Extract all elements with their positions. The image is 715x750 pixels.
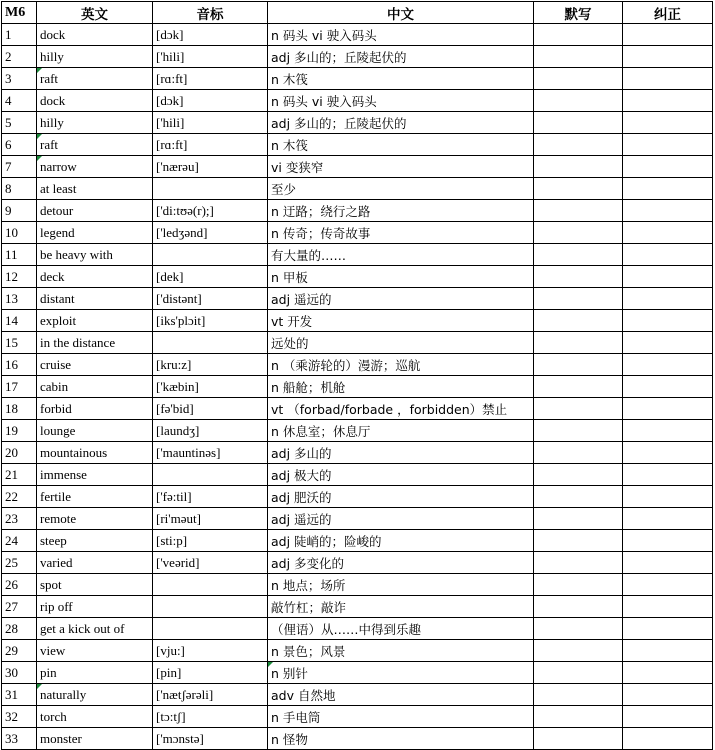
- table-row: [2, 310, 713, 332]
- chinese-cell[interactable]: n 木筏: [268, 134, 534, 156]
- table-row: [2, 552, 713, 574]
- chinese-cell[interactable]: adj 遥远的: [268, 508, 534, 530]
- english-cell[interactable]: forbid: [37, 398, 153, 420]
- english-cell[interactable]: lounge: [37, 420, 153, 442]
- vocabulary-table: [1, 1, 713, 750]
- phonetic-cell[interactable]: [dɔk]: [153, 24, 268, 46]
- dictation-cell[interactable]: [534, 288, 623, 310]
- dictation-cell[interactable]: [534, 552, 623, 574]
- phonetic-cell[interactable]: [153, 574, 268, 596]
- english-cell[interactable]: get a kick out of: [37, 618, 153, 640]
- phonetic-cell[interactable]: ['mauntinəs]: [153, 442, 268, 464]
- chinese-cell[interactable]: adj 多山的；丘陵起伏的: [268, 46, 534, 68]
- english-cell[interactable]: mountainous: [37, 442, 153, 464]
- dictation-cell[interactable]: [534, 244, 623, 266]
- phonetic-cell[interactable]: [pin]: [153, 662, 268, 684]
- table-row: [2, 640, 713, 662]
- dictation-cell[interactable]: [534, 310, 623, 332]
- dictation-cell[interactable]: [534, 662, 623, 684]
- english-cell[interactable]: cruise: [37, 354, 153, 376]
- dictation-cell[interactable]: [534, 112, 623, 134]
- english-cell[interactable]: naturally: [37, 684, 153, 706]
- chinese-cell[interactable]: adj 多山的；丘陵起伏的: [268, 112, 534, 134]
- correction-cell[interactable]: [623, 728, 713, 750]
- chinese-cell[interactable]: adv 自然地: [268, 684, 534, 706]
- phonetic-cell[interactable]: [kru:z]: [153, 354, 268, 376]
- phonetic-cell[interactable]: [153, 178, 268, 200]
- english-cell[interactable]: detour: [37, 200, 153, 222]
- table-row: [2, 332, 713, 354]
- english-cell[interactable]: dock: [37, 90, 153, 112]
- row-number-cell[interactable]: 17: [2, 376, 37, 398]
- chinese-cell[interactable]: n （乘游轮的）漫游；巡航: [268, 354, 534, 376]
- phonetic-cell[interactable]: [ri'məut]: [153, 508, 268, 530]
- phonetic-cell[interactable]: [fə'bid]: [153, 398, 268, 420]
- table-row: [2, 156, 713, 178]
- correction-cell[interactable]: [623, 244, 713, 266]
- table-row: [2, 266, 713, 288]
- phonetic-cell[interactable]: [rɑ:ft]: [153, 134, 268, 156]
- dictation-cell[interactable]: [534, 332, 623, 354]
- phonetic-cell[interactable]: [sti:p]: [153, 530, 268, 552]
- row-number-cell[interactable]: 12: [2, 266, 37, 288]
- chinese-cell[interactable]: adj 肥沃的: [268, 486, 534, 508]
- chinese-cell[interactable]: n 甲板: [268, 266, 534, 288]
- table-row: [2, 398, 713, 420]
- phonetic-cell[interactable]: [dɔk]: [153, 90, 268, 112]
- row-number-cell[interactable]: 29: [2, 640, 37, 662]
- correction-cell[interactable]: [623, 618, 713, 640]
- dictation-cell[interactable]: [534, 90, 623, 112]
- dictation-cell[interactable]: [534, 420, 623, 442]
- row-number-cell[interactable]: 33: [2, 728, 37, 750]
- table-row: [2, 244, 713, 266]
- chinese-cell[interactable]: 有大量的……: [268, 244, 534, 266]
- table-row: [2, 684, 713, 706]
- table-row: [2, 728, 713, 750]
- table-row: [2, 706, 713, 728]
- dictation-cell[interactable]: [534, 266, 623, 288]
- english-cell[interactable]: steep: [37, 530, 153, 552]
- header-row: [2, 2, 713, 24]
- chinese-cell[interactable]: adj 多山的: [268, 442, 534, 464]
- dictation-cell[interactable]: [534, 222, 623, 244]
- phonetic-cell[interactable]: [153, 244, 268, 266]
- correction-cell[interactable]: [623, 24, 713, 46]
- dictation-cell[interactable]: [534, 486, 623, 508]
- dictation-cell[interactable]: [534, 68, 623, 90]
- dictation-cell[interactable]: [534, 508, 623, 530]
- correction-cell[interactable]: [623, 508, 713, 530]
- chinese-cell[interactable]: n 手电筒: [268, 706, 534, 728]
- row-number-cell[interactable]: 6: [2, 134, 37, 156]
- row-number-cell[interactable]: 16: [2, 354, 37, 376]
- row-number-cell[interactable]: 14: [2, 310, 37, 332]
- correction-cell[interactable]: [623, 464, 713, 486]
- phonetic-cell[interactable]: ['distənt]: [153, 288, 268, 310]
- corner-header[interactable]: M6: [2, 2, 37, 24]
- row-number-cell[interactable]: 4: [2, 90, 37, 112]
- dictation-cell[interactable]: [534, 684, 623, 706]
- dictation-cell[interactable]: [534, 24, 623, 46]
- dictation-cell[interactable]: [534, 200, 623, 222]
- chinese-cell[interactable]: n 怪物: [268, 728, 534, 750]
- chinese-cell[interactable]: n 木筏: [268, 68, 534, 90]
- table-row: [2, 662, 713, 684]
- phonetic-cell[interactable]: ['nætʃərəli]: [153, 684, 268, 706]
- phonetic-cell[interactable]: ['veərid]: [153, 552, 268, 574]
- phonetic-cell[interactable]: [153, 464, 268, 486]
- correction-cell[interactable]: [623, 596, 713, 618]
- row-number-cell[interactable]: 26: [2, 574, 37, 596]
- chinese-cell[interactable]: n 传奇；传奇故事: [268, 222, 534, 244]
- table-body: [2, 24, 713, 750]
- chinese-cell[interactable]: n 地点；场所: [268, 574, 534, 596]
- chinese-cell[interactable]: n 船舱；机舱: [268, 376, 534, 398]
- correction-cell[interactable]: [623, 706, 713, 728]
- chinese-cell[interactable]: n 休息室；休息厅: [268, 420, 534, 442]
- table-row: [2, 222, 713, 244]
- dictation-cell[interactable]: [534, 574, 623, 596]
- correction-cell[interactable]: [623, 222, 713, 244]
- row-number-cell[interactable]: 2: [2, 46, 37, 68]
- row-number-cell[interactable]: 11: [2, 244, 37, 266]
- chinese-cell[interactable]: vi 变狭窄: [268, 156, 534, 178]
- english-cell[interactable]: pin: [37, 662, 153, 684]
- english-cell[interactable]: dock: [37, 24, 153, 46]
- chinese-cell[interactable]: 远处的: [268, 332, 534, 354]
- english-cell[interactable]: monster: [37, 728, 153, 750]
- correction-cell[interactable]: [623, 200, 713, 222]
- table-row: [2, 508, 713, 530]
- correction-cell[interactable]: [623, 442, 713, 464]
- row-number-cell[interactable]: 20: [2, 442, 37, 464]
- correction-header[interactable]: 纠正: [623, 2, 713, 24]
- row-number-cell[interactable]: 5: [2, 112, 37, 134]
- phonetic-cell[interactable]: [vju:]: [153, 640, 268, 662]
- correction-cell[interactable]: [623, 310, 713, 332]
- dictation-cell[interactable]: [534, 596, 623, 618]
- chinese-cell[interactable]: 敲竹杠；敲诈: [268, 596, 534, 618]
- row-number-cell[interactable]: 7: [2, 156, 37, 178]
- row-number-cell[interactable]: 1: [2, 24, 37, 46]
- row-number-cell[interactable]: 8: [2, 178, 37, 200]
- correction-cell[interactable]: [623, 332, 713, 354]
- english-cell[interactable]: at least: [37, 178, 153, 200]
- table-row: [2, 354, 713, 376]
- correction-cell[interactable]: [623, 266, 713, 288]
- english-cell[interactable]: immense: [37, 464, 153, 486]
- phonetic-cell[interactable]: [dek]: [153, 266, 268, 288]
- correction-cell[interactable]: [623, 684, 713, 706]
- table-row: [2, 112, 713, 134]
- english-cell[interactable]: hilly: [37, 112, 153, 134]
- table-row: [2, 178, 713, 200]
- phonetic-cell[interactable]: [153, 332, 268, 354]
- correction-cell[interactable]: [623, 574, 713, 596]
- dictation-cell[interactable]: [534, 706, 623, 728]
- correction-cell[interactable]: [623, 640, 713, 662]
- dictation-cell[interactable]: [534, 46, 623, 68]
- english-cell[interactable]: cabin: [37, 376, 153, 398]
- table-row: [2, 486, 713, 508]
- row-number-cell[interactable]: 25: [2, 552, 37, 574]
- dictation-cell[interactable]: [534, 156, 623, 178]
- english-cell[interactable]: view: [37, 640, 153, 662]
- table-row: [2, 442, 713, 464]
- correction-cell[interactable]: [623, 530, 713, 552]
- correction-cell[interactable]: [623, 420, 713, 442]
- dictation-cell[interactable]: [534, 464, 623, 486]
- chinese-cell[interactable]: （俚语）从……中得到乐趣: [268, 618, 534, 640]
- correction-cell[interactable]: [623, 46, 713, 68]
- chinese-cell[interactable]: n 码头 vi 驶入码头: [268, 24, 534, 46]
- english-cell[interactable]: spot: [37, 574, 153, 596]
- correction-cell[interactable]: [623, 662, 713, 684]
- phonetic-cell[interactable]: ['kæbin]: [153, 376, 268, 398]
- correction-cell[interactable]: [623, 354, 713, 376]
- english-cell[interactable]: raft: [37, 134, 153, 156]
- chinese-cell[interactable]: adj 极大的: [268, 464, 534, 486]
- chinese-cell[interactable]: vt （forbad/forbade ，forbidden）禁止: [268, 398, 534, 420]
- row-number-cell[interactable]: 28: [2, 618, 37, 640]
- row-number-cell[interactable]: 9: [2, 200, 37, 222]
- phonetic-cell[interactable]: [tɔ:tʃ]: [153, 706, 268, 728]
- correction-cell[interactable]: [623, 178, 713, 200]
- phonetic-header[interactable]: 音标: [153, 2, 268, 24]
- english-cell[interactable]: in the distance: [37, 332, 153, 354]
- chinese-cell[interactable]: n 别针: [268, 662, 534, 684]
- row-number-cell[interactable]: 10: [2, 222, 37, 244]
- english-header[interactable]: 英文: [37, 2, 153, 24]
- phonetic-cell[interactable]: ['ledʒənd]: [153, 222, 268, 244]
- english-cell[interactable]: exploit: [37, 310, 153, 332]
- correction-cell[interactable]: [623, 156, 713, 178]
- dictation-cell[interactable]: [534, 442, 623, 464]
- english-cell[interactable]: rip off: [37, 596, 153, 618]
- phonetic-cell[interactable]: [iks'plɔit]: [153, 310, 268, 332]
- table-row: [2, 68, 713, 90]
- row-number-cell[interactable]: 24: [2, 530, 37, 552]
- correction-cell[interactable]: [623, 398, 713, 420]
- table-row: [2, 420, 713, 442]
- table-row: [2, 24, 713, 46]
- phonetic-cell[interactable]: [153, 618, 268, 640]
- row-number-cell[interactable]: 21: [2, 464, 37, 486]
- dictation-cell[interactable]: [534, 640, 623, 662]
- english-cell[interactable]: narrow: [37, 156, 153, 178]
- row-number-cell[interactable]: 23: [2, 508, 37, 530]
- row-number-cell[interactable]: 15: [2, 332, 37, 354]
- correction-cell[interactable]: [623, 90, 713, 112]
- correction-cell[interactable]: [623, 552, 713, 574]
- table-row: [2, 574, 713, 596]
- english-cell[interactable]: hilly: [37, 46, 153, 68]
- chinese-cell[interactable]: n 码头 vi 驶入码头: [268, 90, 534, 112]
- table-row: [2, 618, 713, 640]
- table-row: [2, 288, 713, 310]
- table-row: [2, 596, 713, 618]
- correction-cell[interactable]: [623, 134, 713, 156]
- english-cell[interactable]: raft: [37, 68, 153, 90]
- table-row: [2, 134, 713, 156]
- phonetic-cell[interactable]: ['di:tʊə(r);]: [153, 200, 268, 222]
- phonetic-cell[interactable]: ['hili]: [153, 112, 268, 134]
- phonetic-cell[interactable]: ['mɔnstə]: [153, 728, 268, 750]
- row-number-cell[interactable]: 13: [2, 288, 37, 310]
- row-number-cell[interactable]: 27: [2, 596, 37, 618]
- row-number-cell[interactable]: 19: [2, 420, 37, 442]
- chinese-header[interactable]: 中文: [268, 2, 534, 24]
- chinese-cell[interactable]: 至少: [268, 178, 534, 200]
- correction-cell[interactable]: [623, 376, 713, 398]
- english-cell[interactable]: distant: [37, 288, 153, 310]
- table-row: [2, 46, 713, 68]
- dictation-cell[interactable]: [534, 354, 623, 376]
- table-row: [2, 530, 713, 552]
- dictation-cell[interactable]: [534, 178, 623, 200]
- chinese-cell[interactable]: n 迂路；绕行之路: [268, 200, 534, 222]
- phonetic-cell[interactable]: [153, 596, 268, 618]
- chinese-cell[interactable]: adj 多变化的: [268, 552, 534, 574]
- dictation-header[interactable]: 默写: [534, 2, 623, 24]
- table-row: [2, 376, 713, 398]
- phonetic-cell[interactable]: ['nærəu]: [153, 156, 268, 178]
- english-cell[interactable]: legend: [37, 222, 153, 244]
- row-number-cell[interactable]: 22: [2, 486, 37, 508]
- correction-cell[interactable]: [623, 112, 713, 134]
- chinese-cell[interactable]: n 景色；风景: [268, 640, 534, 662]
- row-number-cell[interactable]: 30: [2, 662, 37, 684]
- table-row: [2, 200, 713, 222]
- chinese-cell[interactable]: adj 陡峭的；险峻的: [268, 530, 534, 552]
- dictation-cell[interactable]: [534, 376, 623, 398]
- correction-cell[interactable]: [623, 486, 713, 508]
- dictation-cell[interactable]: [534, 134, 623, 156]
- dictation-cell[interactable]: [534, 728, 623, 750]
- correction-cell[interactable]: [623, 68, 713, 90]
- row-number-cell[interactable]: 31: [2, 684, 37, 706]
- english-cell[interactable]: deck: [37, 266, 153, 288]
- phonetic-cell[interactable]: [rɑ:ft]: [153, 68, 268, 90]
- english-cell[interactable]: varied: [37, 552, 153, 574]
- table-row: [2, 464, 713, 486]
- row-number-cell[interactable]: 18: [2, 398, 37, 420]
- correction-cell[interactable]: [623, 288, 713, 310]
- phonetic-cell[interactable]: [laundʒ]: [153, 420, 268, 442]
- chinese-cell[interactable]: adj 遥远的: [268, 288, 534, 310]
- row-number-cell[interactable]: 3: [2, 68, 37, 90]
- row-number-cell[interactable]: 32: [2, 706, 37, 728]
- phonetic-cell[interactable]: ['hili]: [153, 46, 268, 68]
- table-row: [2, 90, 713, 112]
- english-cell[interactable]: remote: [37, 508, 153, 530]
- english-cell[interactable]: torch: [37, 706, 153, 728]
- english-cell[interactable]: fertile: [37, 486, 153, 508]
- chinese-cell[interactable]: vt 开发: [268, 310, 534, 332]
- phonetic-cell[interactable]: ['fə:til]: [153, 486, 268, 508]
- english-cell[interactable]: be heavy with: [37, 244, 153, 266]
- dictation-cell[interactable]: [534, 398, 623, 420]
- dictation-cell[interactable]: [534, 530, 623, 552]
- dictation-cell[interactable]: [534, 618, 623, 640]
